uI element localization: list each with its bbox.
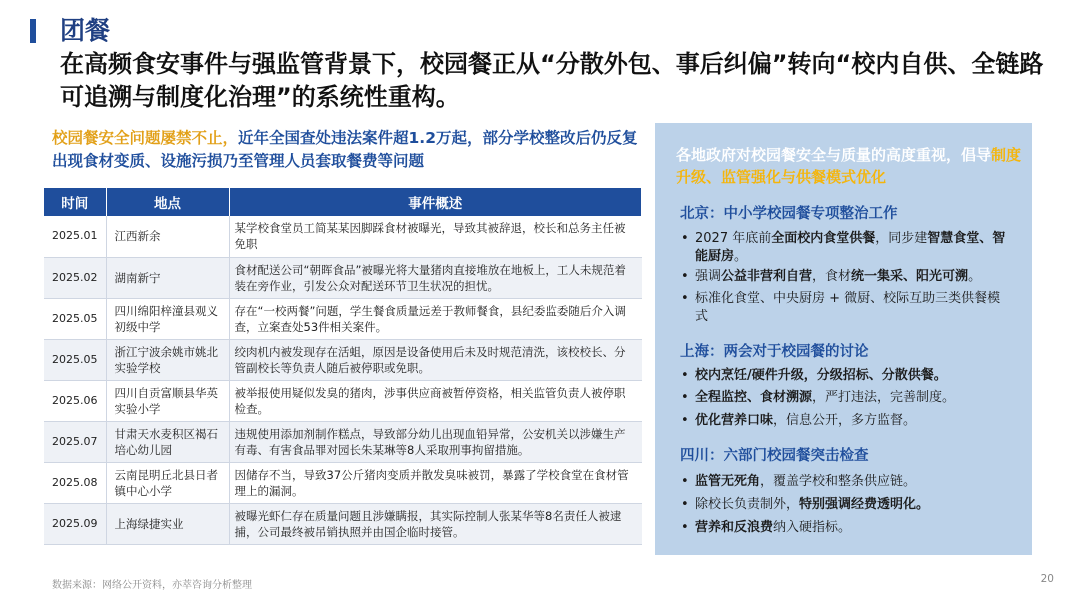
cell-time: 2025.01 xyxy=(44,216,106,257)
beijing-bullet-3: • 标准化食堂、中央厨房 + 微厨、校际互助三类供餐模式 xyxy=(679,290,1009,326)
bold-span: 全程监控、食材溯源 xyxy=(695,390,813,405)
text-span: ，信息公开，多方监督。 xyxy=(773,413,917,428)
sichuan-bullet-3 xyxy=(679,519,1009,537)
text-span: ，同步建 xyxy=(875,231,928,246)
table-header-row xyxy=(44,188,642,216)
bold-span: 优化营养口味 xyxy=(695,413,774,428)
sichuan-bullet-1 xyxy=(679,473,1009,491)
cell-summary: 因储存不当，导致37公斤猪肉变质并散发臭味被罚，暴露了学校食堂在食材管理上的漏洞。 xyxy=(229,462,642,503)
cell-place: 江西新余 xyxy=(106,216,229,257)
text-span: 。 xyxy=(968,269,982,284)
shanghai-bullet-2 xyxy=(679,389,1009,407)
cell-summary: 被举报使用疑似发臭的猪肉，涉事供应商被暂停资格，相关监管负责人被停职检查。 xyxy=(229,380,642,421)
text-span: ，覆盖学校和整条供应链。 xyxy=(760,474,917,489)
bold-span: 监管无死角 xyxy=(695,474,761,489)
text-span: 纳入硬指标。 xyxy=(773,520,852,535)
page-headline: 在高频食安事件与强监管背景下，校园餐正从“分散外包、事后纠偏”转向“校内自供、全链路可追溯与制度化治理”的系统性重构。 xyxy=(60,50,1044,111)
alert-part-1: 校园餐安全问题屡禁不止， xyxy=(52,129,239,147)
data-source-note: 数据来源：网络公开资料，亦萃咨询分析整理 xyxy=(52,580,252,591)
page-number: 20 xyxy=(1040,573,1054,585)
cell-place: 浙江宁波余姚市姚北实验学校 xyxy=(106,339,229,380)
cell-place: 甘肃天水麦积区褐石培心幼儿园 xyxy=(106,421,229,462)
cell-time: 2025.02 xyxy=(44,257,106,298)
table-row xyxy=(44,421,642,462)
cell-place: 云南昆明丘北县日者镇中心小学 xyxy=(106,462,229,503)
cell-time: 2025.06 xyxy=(44,380,106,421)
table-row xyxy=(44,339,642,380)
panel-title-highlight: 制度升级、监管强化与供餐模式优化 xyxy=(676,146,1022,186)
text-span: ，严打违法，完善制度。 xyxy=(812,390,956,405)
cell-place: 四川自贡富顺县华英实验小学 xyxy=(106,380,229,421)
header-summary: 事件概述 xyxy=(229,188,642,216)
policy-panel xyxy=(655,123,1032,555)
sichuan-bullet-2 xyxy=(679,496,1009,514)
shanghai-bullet-3 xyxy=(679,412,1009,430)
shanghai-heading: 上海：两会对于校园餐的讨论 xyxy=(680,344,869,360)
beijing-bullet-2 xyxy=(679,268,1009,286)
header-place: 地点 xyxy=(106,188,229,216)
cell-time: 2025.05 xyxy=(44,298,106,339)
shanghai-bullet-1 xyxy=(679,367,1009,385)
events-table xyxy=(44,188,642,545)
text-span: ，食材 xyxy=(812,269,852,284)
table-row xyxy=(44,257,642,298)
cell-time: 2025.09 xyxy=(44,503,106,544)
text-span: 2027 年底前 xyxy=(695,231,772,246)
table-row xyxy=(44,380,642,421)
bold-span: 公益非营利自营 xyxy=(721,269,813,284)
panel-title-prefix: 各地政府对校园餐安全与质量的高度重视，倡导 xyxy=(676,146,992,164)
cell-summary: 食材配送公司“朝晖食品”被曝光将大量猪肉直接堆放在地板上，工人未规范着装在旁作业，引发公众对配送环节卫生状况的担忧。 xyxy=(229,257,642,298)
bold-span: 营养和反浪费 xyxy=(695,520,774,535)
panel-title xyxy=(676,144,1026,188)
cell-summary: 绞肉机内被发现存在活蛆，原因是设备使用后未及时规范清洗，该校校长、分管副校长等负责人随后被停职或免职。 xyxy=(229,339,642,380)
beijing-heading: 北京：中小学校园餐专项整治工作 xyxy=(680,206,898,222)
cell-time: 2025.08 xyxy=(44,462,106,503)
sichuan-heading: 四川：六部门校园餐突击检查 xyxy=(680,448,869,464)
text-span: 。 xyxy=(734,249,748,264)
cell-time: 2025.05 xyxy=(44,339,106,380)
table-row xyxy=(44,462,642,503)
table-row xyxy=(44,503,642,544)
alert-part-2: 近年全国查处违法案件超1.2万起， xyxy=(238,129,483,147)
cell-summary: 存在“一校两餐”问题，学生餐食质量远差于教师餐食，县纪委监委随后介入调查，立案查处53件相关案件。 xyxy=(229,298,642,339)
cell-place: 四川绵阳梓潼县观义初级中学 xyxy=(106,298,229,339)
cell-summary: 某学校食堂员工简某某因脚踩食材被曝光，导致其被辞退，校长和总务主任被免职 xyxy=(229,216,642,257)
title-accent-bar xyxy=(30,19,36,43)
bold-span: 特别强调经费透明化。 xyxy=(799,497,930,512)
bold-span: 统一集采、阳光可溯 xyxy=(851,269,969,284)
alert-statement xyxy=(52,127,642,173)
cell-summary: 违规使用添加剂制作糕点，导致部分幼儿出现血铅异常，公安机关以涉嫌生产有毒、有害食品罪对园长朱某琳等8人采取刑事拘留措施。 xyxy=(229,421,642,462)
table-row xyxy=(44,216,642,257)
bold-span: 校内烹饪/硬件升级，分级招标、分散供餐。 xyxy=(695,368,947,383)
cell-summary: 被曝光虾仁存在质量问题且涉嫌瞒报，其实际控制人张某华等8名责任人被逮捕，公司最终被吊销执照并由国企临时接管。 xyxy=(229,503,642,544)
section-label: 团餐 xyxy=(60,16,111,45)
header-time: 时间 xyxy=(44,188,106,216)
cell-place: 上海绿捷实业 xyxy=(106,503,229,544)
cell-place: 湖南新宁 xyxy=(106,257,229,298)
beijing-bullet-1 xyxy=(679,230,1009,266)
bold-span: 全面校内食堂供餐 xyxy=(771,231,876,246)
bold-span: 智慧食堂、智能厨房 xyxy=(695,231,1006,264)
alert-part-3: 部分学校整改后仍反复出现食材变质、设施污损乃至管理人员套取餐费等问题 xyxy=(52,129,638,170)
table-row xyxy=(44,298,642,339)
cell-time: 2025.07 xyxy=(44,421,106,462)
text-span: 除校长负责制外， xyxy=(695,497,800,512)
text-span: 强调 xyxy=(695,269,722,284)
